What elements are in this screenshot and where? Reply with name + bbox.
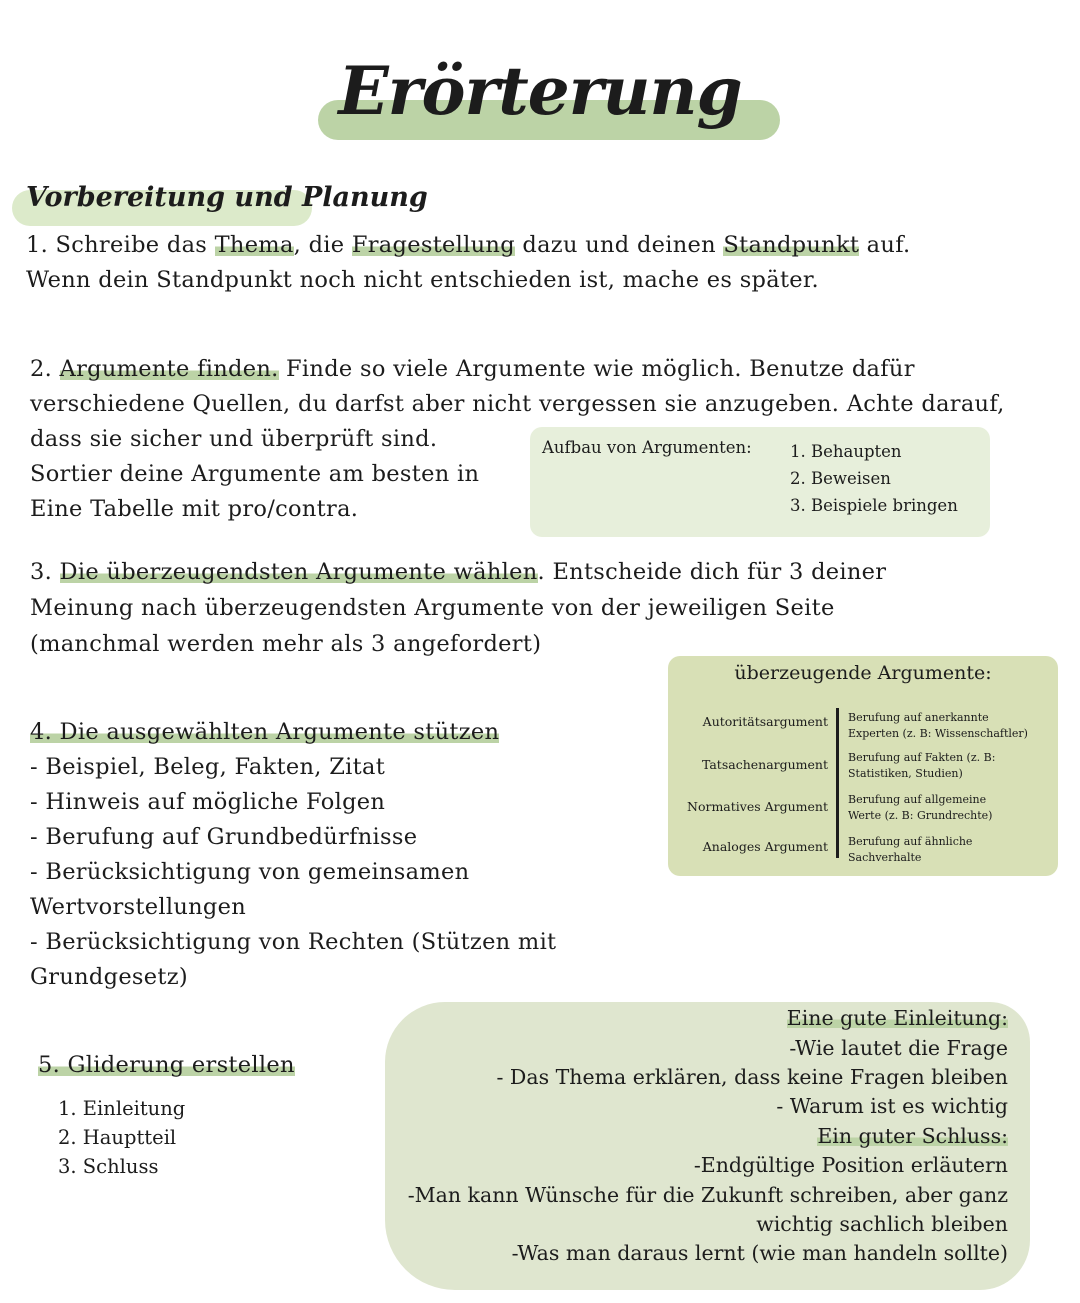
einleitung-item: -Wie lautet die Frage <box>789 1036 1008 1060</box>
step3-line2: Meinung nach überzeugendsten Argumente von der jeweiligen Seite <box>30 595 835 621</box>
argument-desc-line: Experten (z. B: Wissenschaftler) <box>848 727 1028 740</box>
argument-desc-line: Berufung auf allgemeine <box>848 793 987 806</box>
step1-line1 <box>26 228 910 263</box>
step2-line4: Sortier deine Argumente am besten in <box>30 461 480 487</box>
step3-line3: (manchmal werden mehr als 3 angefordert) <box>30 631 542 657</box>
schluss-item: -Endgültige Position erläutern <box>693 1153 1008 1177</box>
argument-description <box>848 710 1048 742</box>
step5-item: 2. Hauptteil <box>58 1126 177 1149</box>
einleitung-item: - Das Thema erklären, dass keine Fragen bleiben <box>496 1065 1008 1089</box>
step2-text: Finde so viele Argumente wie möglich. Benutze dafür <box>278 356 915 382</box>
step1-text: , die <box>293 232 352 258</box>
step4-item: - Berücksichtigung von Rechten (Stützen mit <box>30 929 557 955</box>
schluss-heading-text: Ein guter Schluss: <box>817 1124 1008 1148</box>
argument-description <box>848 750 1048 782</box>
step4-item: Wertvorstellungen <box>30 894 247 920</box>
schluss-item: -Was man daraus lernt (wie man handeln sollte) <box>511 1241 1008 1265</box>
step4-item: - Berücksichtigung von gemeinsamen <box>30 859 470 885</box>
step4-item: Grundgesetz) <box>30 964 188 990</box>
argument-type: Analoges Argument <box>702 839 828 854</box>
argument-desc-line: Werte (z. B: Grundrechte) <box>848 809 993 822</box>
highlight-standpunkt: Standpunkt <box>723 232 860 258</box>
argument-desc-line: Berufung auf Fakten (z. B: <box>848 751 996 764</box>
step2-line5: Eine Tabelle mit pro/contra. <box>30 496 359 522</box>
step3-heading: Die überzeugendsten Argumente wählen <box>59 559 538 585</box>
aufbau-item: 3. Beispiele bringen <box>790 496 958 515</box>
step2-line2: verschiedene Quellen, du darfst aber nicht vergessen sie anzugeben. Achte darauf, <box>30 391 1005 417</box>
schluss-item: -Man kann Wünsche für die Zukunft schreiben, aber ganz <box>407 1183 1008 1207</box>
arguments-divider <box>836 708 839 858</box>
step3-number: 3. <box>30 559 60 585</box>
highlight-thema: Thema <box>214 232 294 258</box>
einleitung-heading <box>787 1004 1008 1034</box>
page-title: Erörterung <box>338 52 742 130</box>
step5-heading-text: 5. Gliderung erstellen <box>38 1052 295 1078</box>
argument-desc-line: Berufung auf anerkannte <box>848 711 989 724</box>
argument-type: Normatives Argument <box>687 799 828 814</box>
argument-description <box>848 834 1048 866</box>
argument-type: Autoritätsargument <box>702 714 828 729</box>
step1-text: auf. <box>859 232 911 258</box>
schluss-item: wichtig sachlich bleiben <box>756 1212 1008 1236</box>
step1-text: dazu und deinen <box>514 232 724 258</box>
einleitung-item: - Warum ist es wichtig <box>776 1094 1008 1118</box>
argument-description <box>848 792 1048 824</box>
step2-heading: Argumente finden. <box>59 356 279 382</box>
step1-line2: Wenn dein Standpunkt noch nicht entschieden ist, mache es später. <box>26 267 819 293</box>
step5-item: 3. Schluss <box>58 1155 159 1178</box>
aufbau-item: 1. Behaupten <box>790 442 902 461</box>
argument-desc-line: Statistiken, Studien) <box>848 767 963 780</box>
aufbau-list <box>790 438 958 519</box>
step4-item: - Berufung auf Grundbedürfnisse <box>30 824 418 850</box>
argument-type: Tatsachenargument <box>701 757 828 772</box>
step5-item: 1. Einleitung <box>58 1097 186 1120</box>
step4-item: - Beispiel, Beleg, Fakten, Zitat <box>30 754 386 780</box>
einleitung-heading-text: Eine gute Einleitung: <box>786 1006 1008 1030</box>
argument-desc-line: Sachverhalte <box>848 851 922 864</box>
step4-heading-text: 4. Die ausgewählten Argumente stützen <box>30 719 500 745</box>
aufbau-label: Aufbau von Argumenten: <box>542 438 752 457</box>
schluss-heading <box>817 1122 1008 1152</box>
arguments-box-title: überzeugende Argumente: <box>734 662 992 684</box>
step2-number: 2. <box>30 356 60 382</box>
highlight-fragestellung: Fragestellung <box>351 232 515 258</box>
aufbau-item: 2. Beweisen <box>790 469 891 488</box>
argument-desc-line: Berufung auf ähnliche <box>848 835 973 848</box>
step4-heading <box>30 715 499 750</box>
step4-item: - Hinweis auf mögliche Folgen <box>30 789 386 815</box>
step3-text: . Entscheide dich für 3 deiner <box>537 559 887 585</box>
step5-heading <box>38 1048 295 1083</box>
step2-line1 <box>30 352 915 387</box>
step1-text: 1. Schreibe das <box>26 232 215 258</box>
step3-line1 <box>30 555 886 590</box>
step2-line3: dass sie sicher und überprüft sind. <box>30 426 438 452</box>
section-title: Vorbereitung und Planung <box>26 182 428 213</box>
